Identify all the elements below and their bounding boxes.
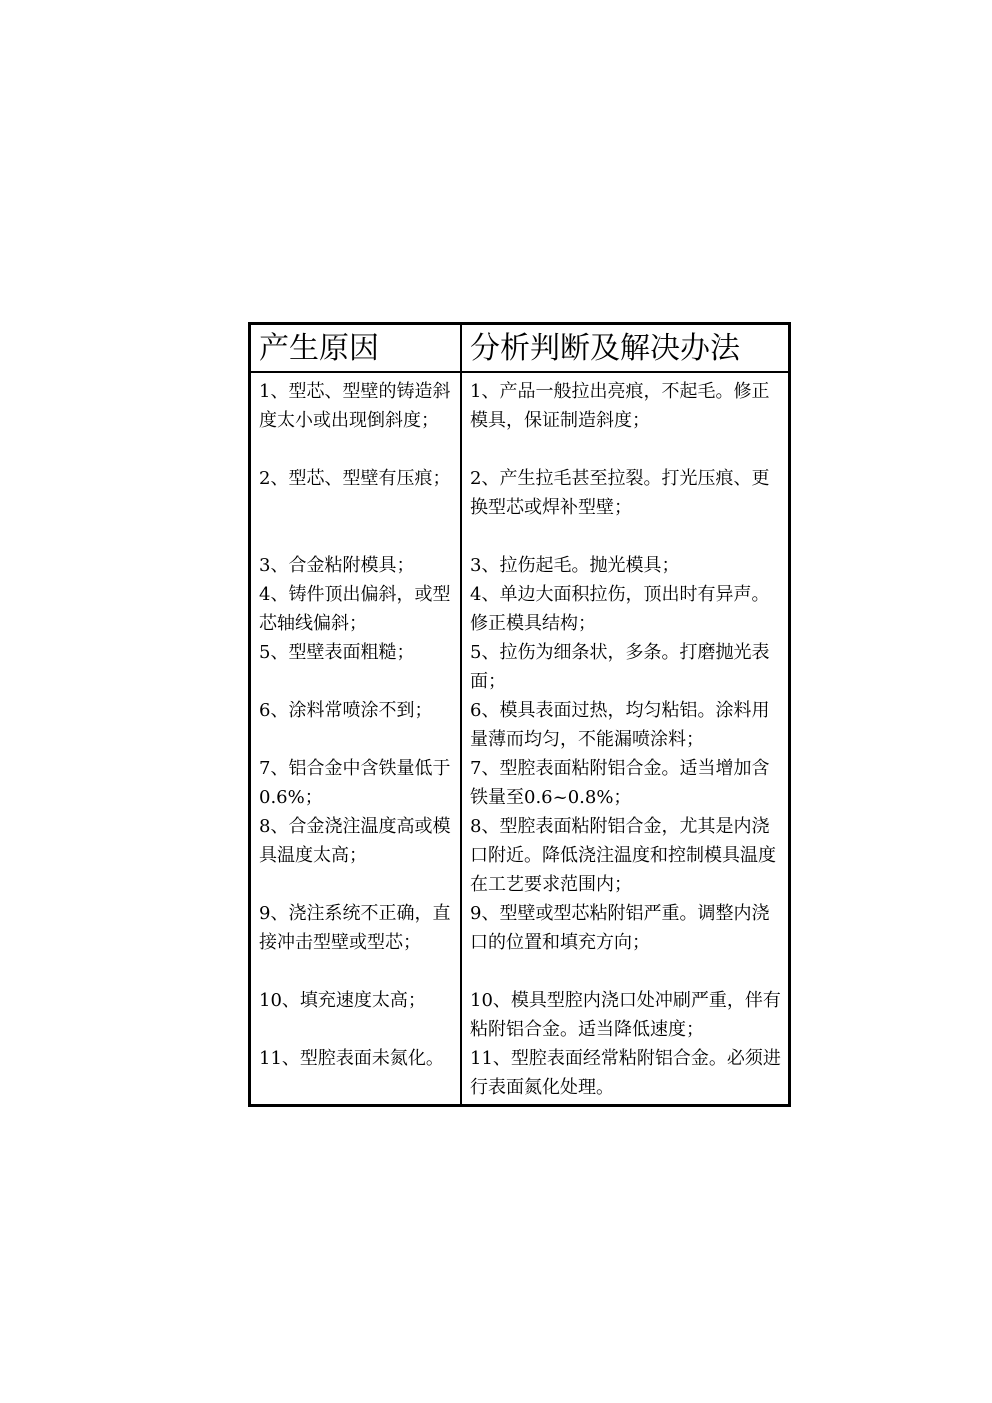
table-row <box>251 372 788 464</box>
cause-cell <box>251 899 461 986</box>
cause-solution-table <box>251 325 788 1104</box>
solution-text: 4、单边大面积拉伤，顶出时有异声。修正模具结构； <box>470 584 770 634</box>
table-row <box>251 899 788 986</box>
cause-cell <box>251 696 461 754</box>
solution-text: 5、拉伤为细条状，多条。打磨抛光表面； <box>470 642 770 692</box>
solution-cell <box>461 638 788 696</box>
cause-cell <box>251 1044 461 1104</box>
table-row <box>251 986 788 1044</box>
cause-text: 2、型芯、型壁有压痕； <box>259 468 451 489</box>
solution-text: 9、型壁或型芯粘附铝严重。调整内浇口的位置和填充方向； <box>470 903 770 953</box>
solution-cell <box>461 899 788 986</box>
solution-text: 3、拉伤起毛。抛光模具； <box>470 555 680 576</box>
solution-text: 1、产品一般拉出亮痕，不起毛。修正模具，保证制造斜度； <box>470 381 770 431</box>
solution-text: 11、型腔表面经常粘附铝合金。必须进行表面氮化处理。 <box>470 1048 781 1098</box>
table-row <box>251 464 788 551</box>
table-row <box>251 696 788 754</box>
cause-cell <box>251 372 461 464</box>
table-row <box>251 812 788 899</box>
cause-text: 7、铝合金中含铁量低于0.6%； <box>259 758 451 808</box>
cause-cell <box>251 754 461 812</box>
solution-cell <box>461 812 788 899</box>
cause-text: 1、型芯、型壁的铸造斜度太小或出现倒斜度； <box>259 381 451 431</box>
table-row <box>251 1044 788 1104</box>
cause-text: 10、填充速度太高； <box>259 990 426 1011</box>
table-row <box>251 638 788 696</box>
table-header-row <box>251 325 788 372</box>
cause-text: 3、合金粘附模具； <box>259 555 415 576</box>
cause-text: 9、浇注系统不正确，直接冲击型壁或型芯； <box>259 903 451 953</box>
cause-cell <box>251 812 461 899</box>
cause-text: 8、合金浇注温度高或模具温度太高； <box>259 816 451 866</box>
cause-text: 6、涂料常喷涂不到； <box>259 700 433 721</box>
table-row <box>251 580 788 638</box>
cause-cell <box>251 638 461 696</box>
solution-text: 7、型腔表面粘附铝合金。适当增加含铁量至0.6~0.8%； <box>470 758 770 808</box>
solution-text: 10、模具型腔内浇口处冲刷严重，伴有粘附铝合金。适当降低速度； <box>470 990 781 1040</box>
solution-text: 2、产生拉毛甚至拉裂。打光压痕、更换型芯或焊补型壁； <box>470 468 770 518</box>
cause-text: 11、型腔表面未氮化。 <box>259 1048 444 1069</box>
cause-cell <box>251 986 461 1044</box>
table-row <box>251 754 788 812</box>
solution-cell <box>461 986 788 1044</box>
table-row <box>251 551 788 580</box>
defect-cause-table <box>248 322 791 1107</box>
solution-cell <box>461 754 788 812</box>
header-cause: 产生原因 <box>251 325 461 372</box>
cause-text: 5、型壁表面粗糙； <box>259 642 415 663</box>
solution-text: 6、模具表面过热，均匀粘铝。涂料用量薄而均匀，不能漏喷涂料； <box>470 700 770 750</box>
cause-text: 4、铸件顶出偏斜，或型芯轴线偏斜； <box>259 584 451 634</box>
solution-cell <box>461 372 788 464</box>
solution-cell <box>461 551 788 580</box>
solution-cell <box>461 1044 788 1104</box>
solution-cell <box>461 464 788 551</box>
table-body <box>251 372 788 1104</box>
solution-text: 8、型腔表面粘附铝合金，尤其是内浇口附近。降低浇注温度和控制模具温度在工艺要求范围内； <box>470 816 776 895</box>
cause-cell <box>251 551 461 580</box>
solution-cell <box>461 696 788 754</box>
cause-cell <box>251 464 461 551</box>
cause-cell <box>251 580 461 638</box>
solution-cell <box>461 580 788 638</box>
header-solution: 分析判断及解决办法 <box>461 325 788 372</box>
